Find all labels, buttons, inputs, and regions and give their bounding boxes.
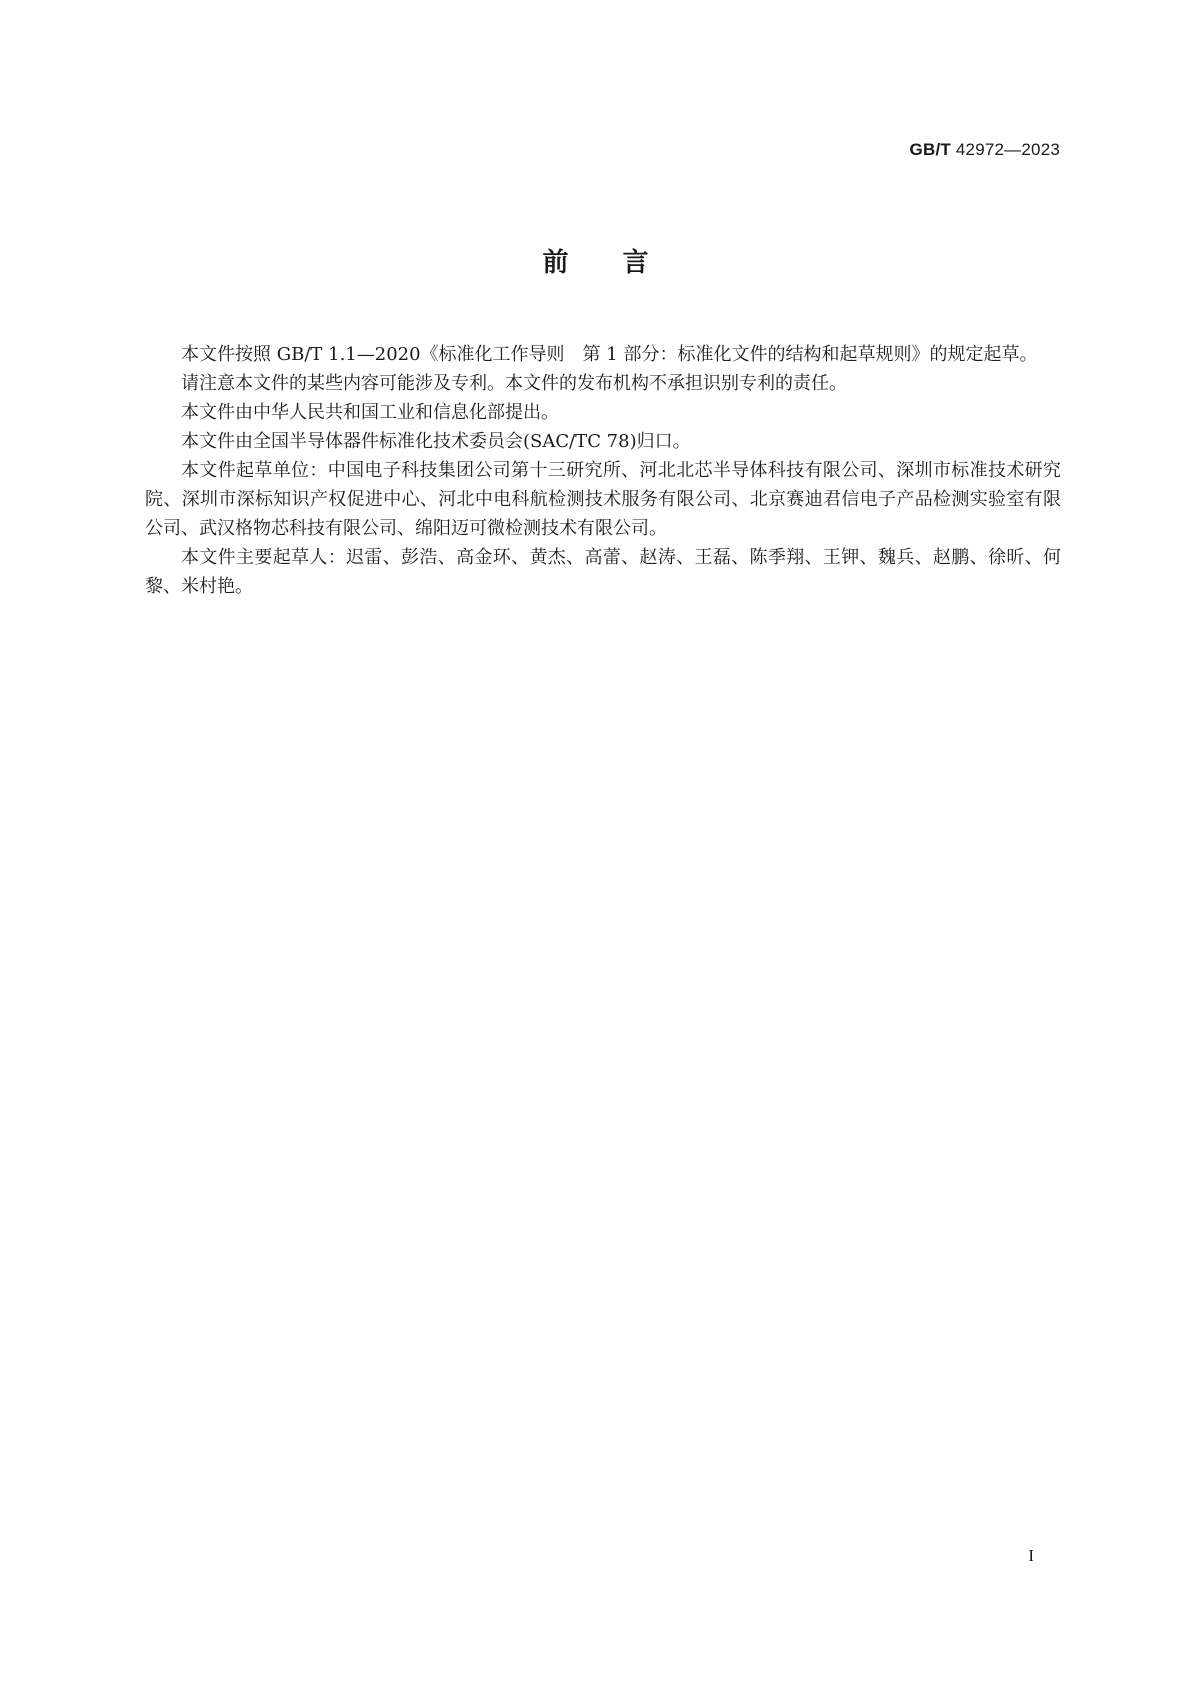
standard-prefix: GB/T <box>909 140 951 159</box>
page-title: 前言 <box>542 248 703 278</box>
standard-code: 42972—2023 <box>955 140 1060 159</box>
paragraph-drafting-units: 本文件起草单位：中国电子科技集团公司第十三研究所、河北北芯半导体科技有限公司、深圳市标准技术研究院、深圳市深标知识产权促进中心、河北中电科航检测技术服务有限公司、北京赛迪君信电子产品检测实验室有限公司、武汉格物芯科技有限公司、绵阳迈可微检测技术有限公司。 <box>145 460 1061 539</box>
standard-number <box>910 140 1060 160</box>
paragraph-drafting-rules: 本文件按照 GB/T 1.1—2020《标准化工作导则 第 1 部分：标准化文件的结构和起草规则》的规定起草。 <box>181 344 1038 365</box>
page-number: I <box>1028 1546 1034 1565</box>
foreword-body <box>145 340 1061 601</box>
paragraph-drafters: 本文件主要起草人：迟雷、彭浩、高金环、黄杰、高蕾、赵涛、王磊、陈季翔、王钾、魏兵、赵鹏、徐昕、何黎、米村艳。 <box>145 547 1061 597</box>
paragraph-patent-notice: 请注意本文件的某些内容可能涉及专利。本文件的发布机构不承担识别专利的责任。 <box>181 373 847 394</box>
paragraph-committee: 本文件由全国半导体器件标准化技术委员会(SAC/TC 78)归口。 <box>181 431 691 452</box>
paragraph-proposer: 本文件由中华人民共和国工业和信息化部提出。 <box>181 402 559 423</box>
